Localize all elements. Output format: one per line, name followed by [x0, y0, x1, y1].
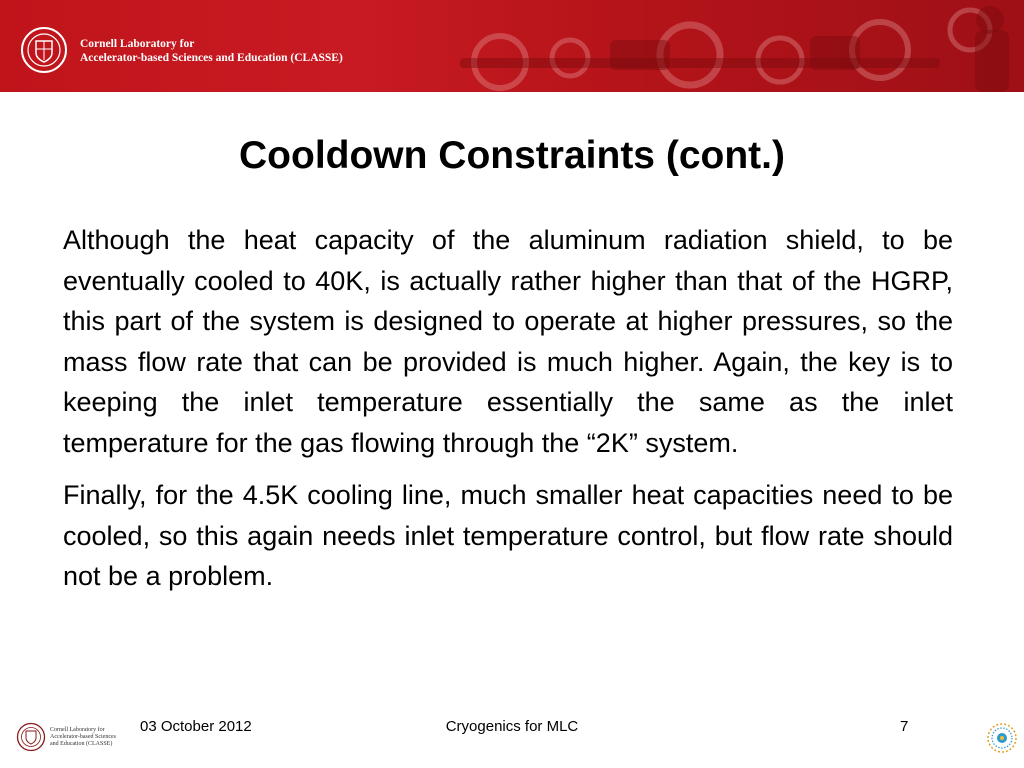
- footer-org-line1: Cornell Laboratory for: [50, 727, 105, 733]
- cornell-seal-icon: [20, 26, 68, 74]
- slide-title: Cooldown Constraints (cont.): [239, 134, 785, 177]
- accelerator-machinery-image: [360, 0, 1024, 92]
- header-organization-name: [80, 37, 343, 65]
- header-org-line1: Cornell Laboratory for: [80, 38, 195, 50]
- footer-page-number: 7: [900, 718, 909, 735]
- footer-org-line2: Accelerator-based Sciences: [50, 734, 117, 740]
- collaboration-logo-icon: [986, 722, 1018, 754]
- slide-body: [63, 220, 953, 609]
- footer-org-line3: and Education (CLASSE): [50, 741, 113, 747]
- footer-date: 03 October 2012: [140, 718, 252, 735]
- header-banner: [0, 0, 1024, 92]
- body-paragraph-1: Although the heat capacity of the aluminum radiation shield, to be eventually cooled to 40K, is actually rather higher than that of the HGRP, this part of the system is designed to operate at higher pressures, so the mass flow rate that can be provided is much higher. Again, the key is to keeping the inlet temperature essentially the same as the inlet temperature for the gas flowing through the “2K” system.: [63, 225, 953, 458]
- header-org-line2: Accelerator-based Sciences and Education (CLASSE): [80, 52, 343, 64]
- body-paragraph-2: Finally, for the 4.5K cooling line, much smaller heat capacities need to be cooled, so this again needs inlet temperature control, but flow rate should not be a problem.: [63, 480, 953, 591]
- footer-presentation-title: Cryogenics for MLC: [445, 718, 579, 735]
